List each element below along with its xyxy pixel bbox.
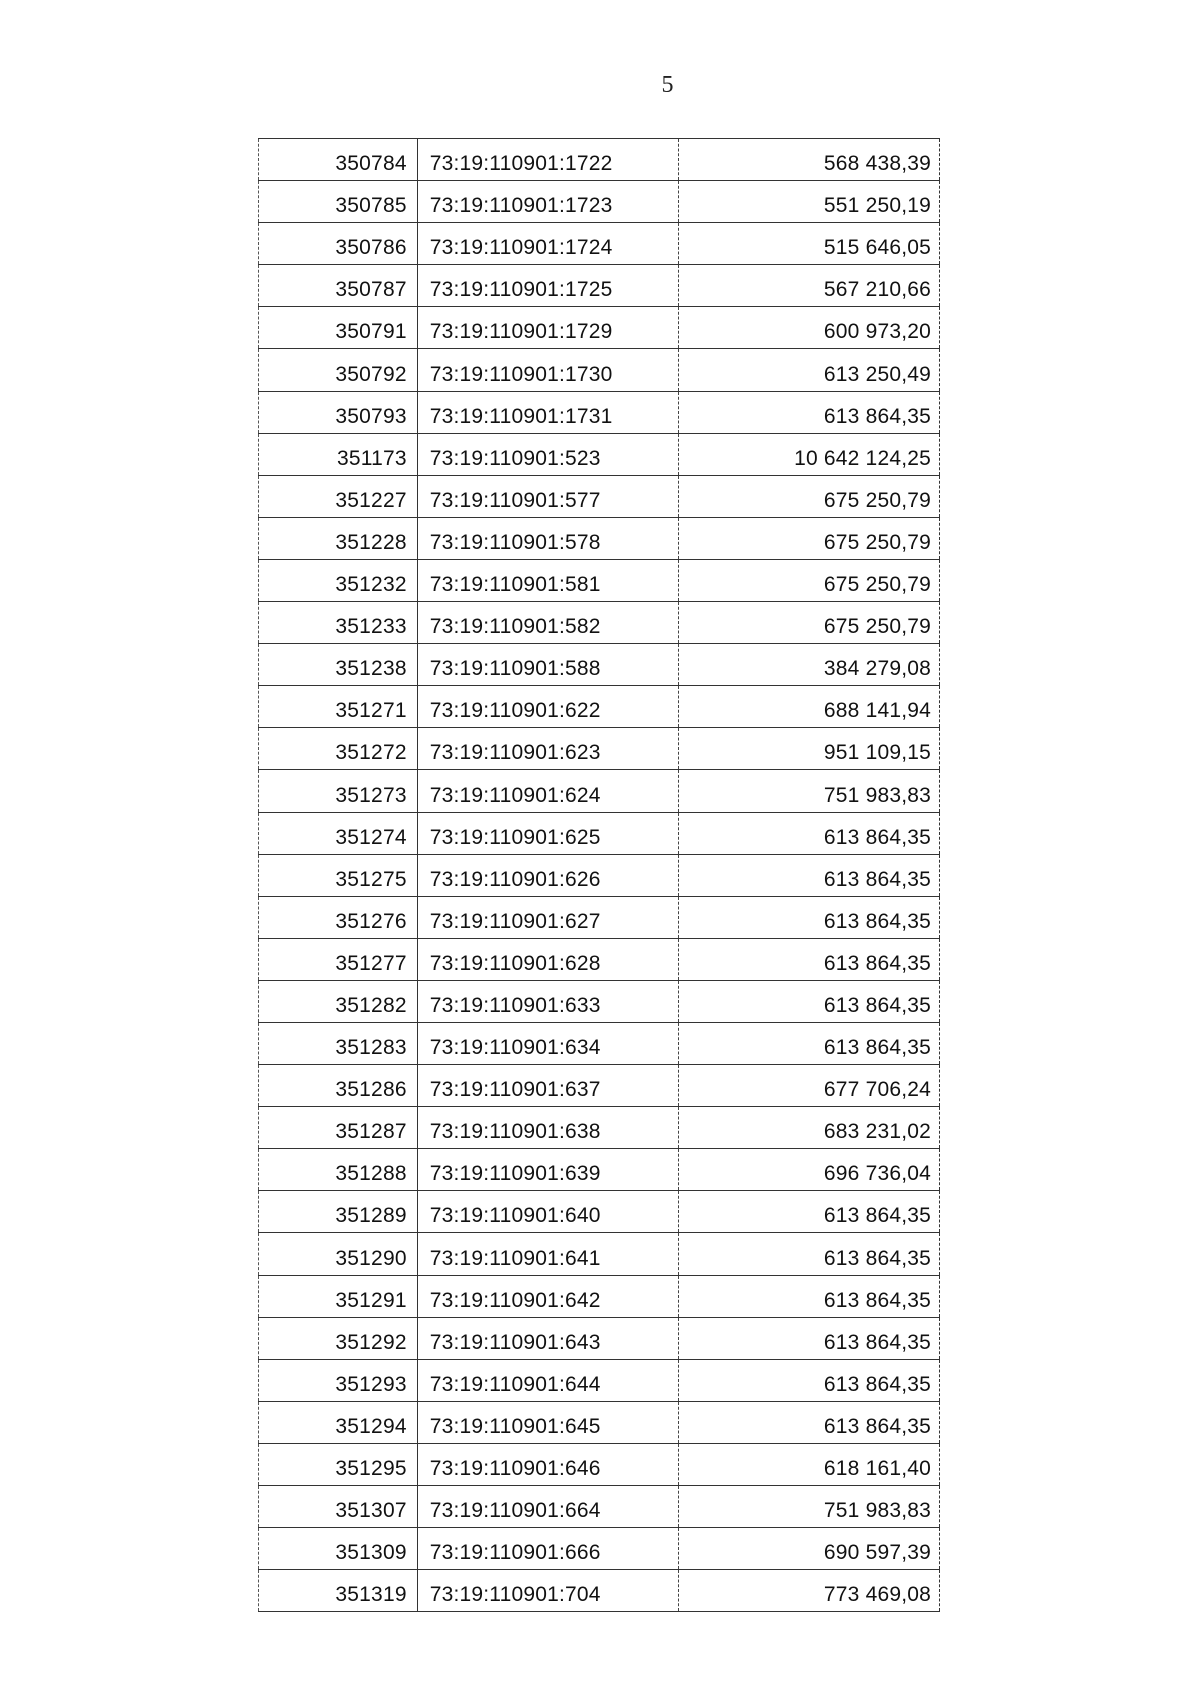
table-row xyxy=(259,475,940,517)
cadastral-number-cell xyxy=(417,391,679,433)
table-body xyxy=(259,139,940,1612)
record-number-text: 351295 xyxy=(335,1457,407,1480)
table-row xyxy=(259,1107,940,1149)
record-number-cell xyxy=(259,1486,418,1528)
cadastral-number-cell xyxy=(417,938,679,980)
cadastral-number-text: 73:19:110901:633 xyxy=(429,993,601,1017)
record-number-text: 351273 xyxy=(335,783,407,807)
cadastral-number-cell xyxy=(417,307,679,349)
cadastral-value-text: 384 279,08 xyxy=(823,657,931,681)
table-row xyxy=(259,1065,940,1107)
cadastral-value-text: 696 736,04 xyxy=(823,1162,931,1186)
record-number-cell xyxy=(259,181,418,223)
record-number-cell xyxy=(259,517,418,559)
record-number-cell xyxy=(259,1528,418,1570)
record-number-cell xyxy=(259,1065,418,1107)
cadastral-value-cell xyxy=(679,1022,940,1064)
cadastral-number-cell xyxy=(417,265,679,307)
cadastral-number-cell xyxy=(417,223,679,265)
cadastral-number-cell xyxy=(417,139,679,181)
cadastral-value-text: 613 864,35 xyxy=(823,1330,931,1354)
table-row xyxy=(259,1528,940,1570)
record-number-text: 351309 xyxy=(335,1541,407,1565)
cadastral-number-cell xyxy=(417,1275,679,1317)
cadastral-number-cell xyxy=(417,770,679,812)
table-row xyxy=(259,1191,940,1233)
cadastral-value-cell xyxy=(679,1065,940,1107)
table-row xyxy=(259,391,940,433)
cadastral-number-cell xyxy=(417,1401,679,1443)
cadastral-number-text: 73:19:110901:666 xyxy=(429,1541,601,1565)
cadastral-value-text: 600 973,20 xyxy=(823,320,931,344)
record-number-text: 351276 xyxy=(335,909,407,933)
cadastral-number-text: 73:19:110901:643 xyxy=(429,1330,601,1354)
cadastral-number-cell xyxy=(417,1443,679,1485)
record-number-cell xyxy=(259,896,418,938)
cadastral-value-text: 568 438,39 xyxy=(823,152,931,176)
table-row xyxy=(259,1317,940,1359)
cadastral-number-cell xyxy=(417,644,679,686)
cadastral-number-text: 73:19:110901:628 xyxy=(429,951,601,975)
cadastral-value-text: 683 231,02 xyxy=(823,1120,931,1144)
cadastral-value-text: 10 642 124,25 xyxy=(794,446,931,470)
cadastral-value-text: 751 983,83 xyxy=(823,783,931,807)
cadastral-value-cell xyxy=(679,1191,940,1233)
record-number-cell xyxy=(259,223,418,265)
table-row xyxy=(259,433,940,475)
cadastral-value-text: 773 469,08 xyxy=(823,1583,931,1607)
record-number-cell xyxy=(259,1570,418,1612)
cadastral-number-text: 73:19:110901:622 xyxy=(429,699,601,723)
cadastral-number-text: 73:19:110901:642 xyxy=(429,1288,601,1312)
table-row xyxy=(259,559,940,601)
cadastral-number-text: 73:19:110901:704 xyxy=(429,1583,601,1607)
cadastral-number-text: 73:19:110901:645 xyxy=(429,1414,601,1438)
table-row xyxy=(259,728,940,770)
cadastral-value-cell xyxy=(679,728,940,770)
cadastral-number-text: 73:19:110901:1730 xyxy=(429,362,613,386)
record-number-text: 350793 xyxy=(335,404,407,428)
record-number-cell xyxy=(259,1359,418,1401)
record-number-text: 351227 xyxy=(335,488,407,512)
cadastral-value-text: 551 250,19 xyxy=(823,194,931,218)
table-row xyxy=(259,644,940,686)
table-row xyxy=(259,686,940,728)
record-number-cell xyxy=(259,728,418,770)
cadastral-number-text: 73:19:110901:640 xyxy=(429,1204,601,1228)
record-number-cell xyxy=(259,559,418,601)
record-number-text: 351238 xyxy=(335,657,407,681)
cadastral-number-cell xyxy=(417,517,679,559)
record-number-cell xyxy=(259,1022,418,1064)
cadastral-value-cell xyxy=(679,139,940,181)
cadastral-number-text: 73:19:110901:634 xyxy=(429,1036,601,1060)
table-row xyxy=(259,349,940,391)
cadastral-number-cell xyxy=(417,1022,679,1064)
cadastral-value-cell xyxy=(679,307,940,349)
record-number-cell xyxy=(259,391,418,433)
table-row xyxy=(259,602,940,644)
cadastral-number-text: 73:19:110901:664 xyxy=(429,1499,601,1523)
cadastral-number-cell xyxy=(417,1570,679,1612)
cadastral-value-text: 613 864,35 xyxy=(823,867,931,891)
record-number-text: 351290 xyxy=(335,1246,407,1270)
cadastral-number-text: 73:19:110901:582 xyxy=(429,615,601,639)
cadastral-number-text: 73:19:110901:1729 xyxy=(429,320,613,344)
cadastral-value-text: 690 597,39 xyxy=(823,1541,931,1565)
cadastral-number-text: 73:19:110901:581 xyxy=(429,573,601,597)
cadastral-value-cell xyxy=(679,391,940,433)
cadastral-number-cell xyxy=(417,1065,679,1107)
cadastral-number-cell xyxy=(417,1149,679,1191)
cadastral-number-cell xyxy=(417,1107,679,1149)
record-number-cell xyxy=(259,1317,418,1359)
record-number-text: 351228 xyxy=(335,530,407,554)
cadastral-number-cell xyxy=(417,1528,679,1570)
cadastral-value-text: 688 141,94 xyxy=(823,699,931,723)
record-number-cell xyxy=(259,433,418,475)
record-number-cell xyxy=(259,938,418,980)
cadastral-number-text: 73:19:110901:588 xyxy=(429,657,601,681)
record-number-cell xyxy=(259,139,418,181)
cadastral-value-cell xyxy=(679,938,940,980)
record-number-cell xyxy=(259,1107,418,1149)
cadastral-number-text: 73:19:110901:523 xyxy=(429,446,601,470)
cadastral-value-text: 613 864,35 xyxy=(823,1246,931,1270)
cadastral-value-cell xyxy=(679,265,940,307)
cadastral-number-text: 73:19:110901:1724 xyxy=(429,236,613,260)
cadastral-value-text: 613 250,49 xyxy=(823,362,931,386)
table-row xyxy=(259,265,940,307)
cadastral-number-cell xyxy=(417,1486,679,1528)
cadastral-value-cell xyxy=(679,559,940,601)
table-row xyxy=(259,1022,940,1064)
record-number-text: 350787 xyxy=(335,278,407,302)
record-number-cell xyxy=(259,644,418,686)
cadastral-number-cell xyxy=(417,854,679,896)
cadastral-number-cell xyxy=(417,1191,679,1233)
cadastral-number-cell xyxy=(417,812,679,854)
cadastral-number-cell xyxy=(417,728,679,770)
record-number-cell xyxy=(259,349,418,391)
cadastral-value-cell xyxy=(679,1443,940,1485)
record-number-text: 351275 xyxy=(335,867,407,891)
record-number-text: 351277 xyxy=(335,951,407,975)
record-number-text: 350791 xyxy=(335,320,407,344)
table-row xyxy=(259,139,940,181)
cadastral-value-text: 751 983,83 xyxy=(823,1499,931,1523)
cadastral-value-text: 677 706,24 xyxy=(823,1078,931,1102)
record-number-cell xyxy=(259,1233,418,1275)
cadastral-value-text: 613 864,35 xyxy=(823,1372,931,1396)
record-number-text: 351282 xyxy=(335,993,407,1017)
cadastral-value-text: 613 864,35 xyxy=(823,1414,931,1438)
table-row xyxy=(259,1570,940,1612)
cadastral-value-table xyxy=(258,138,940,1612)
record-number-text: 351283 xyxy=(335,1036,407,1060)
cadastral-value-text: 613 864,35 xyxy=(823,825,931,849)
table-row xyxy=(259,1359,940,1401)
cadastral-value-text: 613 864,35 xyxy=(823,909,931,933)
cadastral-value-text: 613 864,35 xyxy=(823,993,931,1017)
cadastral-value-cell xyxy=(679,686,940,728)
cadastral-value-cell xyxy=(679,181,940,223)
table-row xyxy=(259,896,940,938)
cadastral-number-cell xyxy=(417,602,679,644)
table-row xyxy=(259,307,940,349)
cadastral-value-cell xyxy=(679,602,940,644)
record-number-text: 351232 xyxy=(335,573,407,597)
cadastral-number-cell xyxy=(417,1317,679,1359)
cadastral-number-text: 73:19:110901:637 xyxy=(429,1078,601,1102)
record-number-text: 351287 xyxy=(335,1120,407,1144)
record-number-text: 351292 xyxy=(335,1330,407,1354)
cadastral-value-text: 675 250,79 xyxy=(823,573,931,597)
cadastral-value-cell xyxy=(679,1149,940,1191)
cadastral-number-text: 73:19:110901:644 xyxy=(429,1372,601,1396)
cadastral-number-text: 73:19:110901:646 xyxy=(429,1457,601,1480)
cadastral-value-cell xyxy=(679,223,940,265)
cadastral-value-cell xyxy=(679,349,940,391)
table-row xyxy=(259,181,940,223)
record-number-cell xyxy=(259,1401,418,1443)
page-number: 5 xyxy=(661,72,674,98)
cadastral-number-text: 73:19:110901:626 xyxy=(429,867,601,891)
table-row xyxy=(259,1443,940,1485)
cadastral-number-text: 73:19:110901:625 xyxy=(429,825,601,849)
cadastral-number-cell xyxy=(417,896,679,938)
record-number-text: 351307 xyxy=(335,1499,407,1523)
record-number-text: 351286 xyxy=(335,1078,407,1102)
cadastral-number-text: 73:19:110901:627 xyxy=(429,909,601,933)
record-number-cell xyxy=(259,475,418,517)
record-number-cell xyxy=(259,770,418,812)
table-row xyxy=(259,1401,940,1443)
record-number-text: 351288 xyxy=(335,1162,407,1186)
table-row xyxy=(259,770,940,812)
record-number-text: 350784 xyxy=(335,152,407,176)
cadastral-number-text: 73:19:110901:1723 xyxy=(429,194,613,218)
cadastral-value-cell xyxy=(679,1570,940,1612)
table-row xyxy=(259,1486,940,1528)
cadastral-number-cell xyxy=(417,433,679,475)
cadastral-number-text: 73:19:110901:641 xyxy=(429,1246,601,1270)
record-number-text: 350785 xyxy=(335,194,407,218)
cadastral-value-text: 613 864,35 xyxy=(823,1036,931,1060)
cadastral-number-cell xyxy=(417,349,679,391)
table-row xyxy=(259,1275,940,1317)
cadastral-value-cell xyxy=(679,1107,940,1149)
record-number-cell xyxy=(259,602,418,644)
cadastral-number-text: 73:19:110901:624 xyxy=(429,783,601,807)
cadastral-value-cell xyxy=(679,1233,940,1275)
cadastral-number-text: 73:19:110901:1725 xyxy=(429,278,613,302)
cadastral-value-cell xyxy=(679,1275,940,1317)
record-number-text: 351233 xyxy=(335,615,407,639)
record-number-cell xyxy=(259,307,418,349)
cadastral-value-cell xyxy=(679,1486,940,1528)
record-number-text: 351272 xyxy=(335,741,407,765)
cadastral-number-cell xyxy=(417,1233,679,1275)
cadastral-value-cell xyxy=(679,1317,940,1359)
cadastral-number-cell xyxy=(417,980,679,1022)
record-number-text: 351293 xyxy=(335,1372,407,1396)
cadastral-value-text: 675 250,79 xyxy=(823,488,931,512)
cadastral-value-text: 613 864,35 xyxy=(823,1288,931,1312)
cadastral-value-text: 567 210,66 xyxy=(823,278,931,302)
table-row xyxy=(259,980,940,1022)
record-number-text: 350792 xyxy=(335,362,407,386)
table-row xyxy=(259,812,940,854)
record-number-cell xyxy=(259,854,418,896)
record-number-text: 351289 xyxy=(335,1204,407,1228)
cadastral-value-cell xyxy=(679,475,940,517)
cadastral-value-text: 613 864,35 xyxy=(823,1204,931,1228)
cadastral-number-cell xyxy=(417,181,679,223)
cadastral-number-cell xyxy=(417,686,679,728)
table-row xyxy=(259,854,940,896)
record-number-cell xyxy=(259,812,418,854)
record-number-text: 351271 xyxy=(335,699,407,723)
table-row xyxy=(259,1149,940,1191)
record-number-text: 351274 xyxy=(335,825,407,849)
cadastral-number-text: 73:19:110901:577 xyxy=(429,488,601,512)
record-number-cell xyxy=(259,1275,418,1317)
record-number-cell xyxy=(259,980,418,1022)
cadastral-value-text: 613 864,35 xyxy=(823,951,931,975)
table-row xyxy=(259,1233,940,1275)
cadastral-number-text: 73:19:110901:578 xyxy=(429,530,601,554)
cadastral-value-cell xyxy=(679,770,940,812)
table-row xyxy=(259,223,940,265)
cadastral-value-cell xyxy=(679,1401,940,1443)
record-number-cell xyxy=(259,1149,418,1191)
record-number-cell xyxy=(259,686,418,728)
cadastral-number-text: 73:19:110901:623 xyxy=(429,741,601,765)
cadastral-value-text: 675 250,79 xyxy=(823,530,931,554)
cadastral-value-cell xyxy=(679,1528,940,1570)
cadastral-number-cell xyxy=(417,1359,679,1401)
record-number-cell xyxy=(259,1443,418,1485)
record-number-cell xyxy=(259,265,418,307)
cadastral-value-cell xyxy=(679,854,940,896)
cadastral-value-cell xyxy=(679,433,940,475)
cadastral-value-cell xyxy=(679,812,940,854)
cadastral-value-cell xyxy=(679,896,940,938)
record-number-cell xyxy=(259,1191,418,1233)
cadastral-value-text: 613 864,35 xyxy=(823,404,931,428)
cadastral-number-text: 73:19:110901:638 xyxy=(429,1120,601,1144)
cadastral-number-text: 73:19:110901:639 xyxy=(429,1162,601,1186)
record-number-text: 351291 xyxy=(335,1288,407,1312)
record-number-text: 351173 xyxy=(336,446,407,470)
cadastral-number-cell xyxy=(417,475,679,517)
cadastral-value-cell xyxy=(679,980,940,1022)
cadastral-number-cell xyxy=(417,559,679,601)
record-number-text: 350786 xyxy=(335,236,407,260)
cadastral-value-text: 515 646,05 xyxy=(823,236,931,260)
cadastral-number-text: 73:19:110901:1722 xyxy=(429,152,613,176)
record-number-text: 351319 xyxy=(335,1583,407,1607)
cadastral-value-text: 675 250,79 xyxy=(823,615,931,639)
record-number-text: 351294 xyxy=(335,1414,407,1438)
cadastral-value-text: 951 109,15 xyxy=(823,741,931,765)
cadastral-value-cell xyxy=(679,644,940,686)
table-row xyxy=(259,517,940,559)
cadastral-value-cell xyxy=(679,1359,940,1401)
cadastral-value-cell xyxy=(679,517,940,559)
cadastral-number-text: 73:19:110901:1731 xyxy=(429,404,613,428)
cadastral-value-text: 618 161,40 xyxy=(823,1457,931,1480)
table-row xyxy=(259,938,940,980)
